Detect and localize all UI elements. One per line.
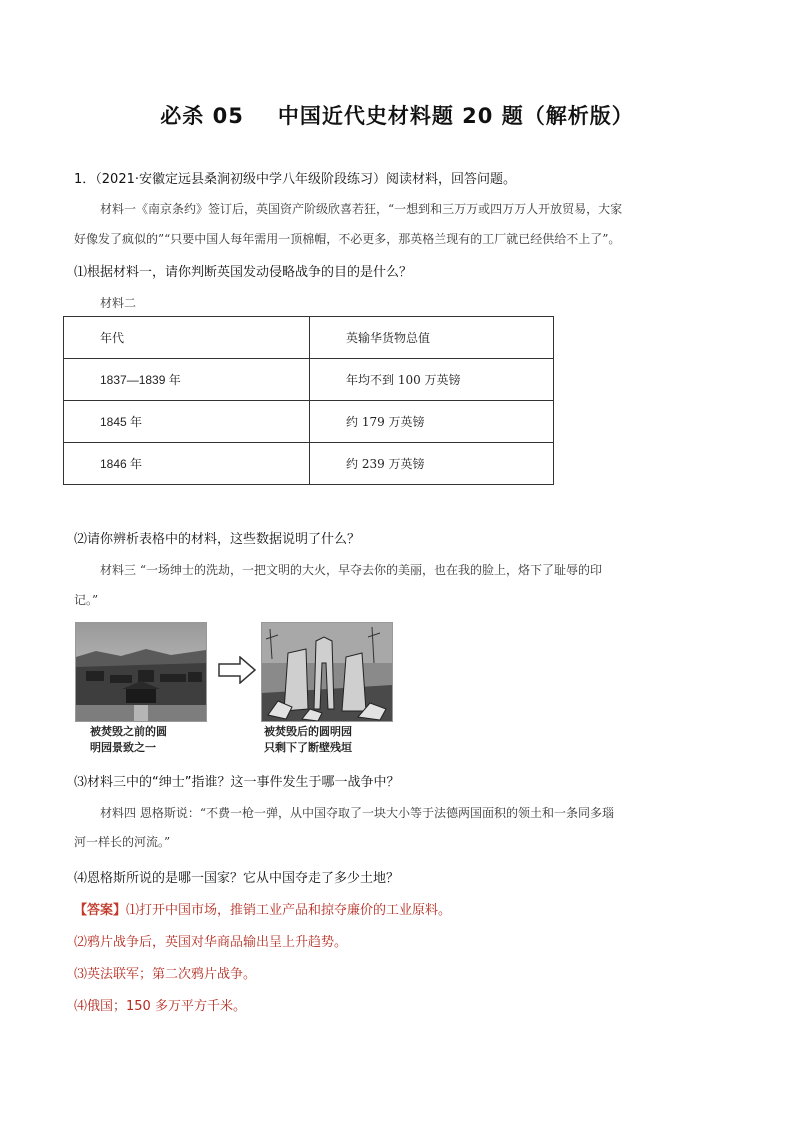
material1-line1: 材料一《南京条约》签订后，英国资产阶级欣喜若狂，“一想到和三万万或四万万人开放贸易，大家 (100, 202, 623, 216)
answer-1 (74, 899, 734, 918)
table-cell: 约 179 万英镑 (310, 401, 554, 443)
table-header-cell: 年代 (64, 317, 310, 359)
answer-4: ⑷俄国；150 多万平方千米。 (74, 999, 246, 1014)
title-tag: 必杀 05 (160, 104, 244, 128)
answer-text: ⑴打开中国市场，推销工业产品和掠夺廉价的工业原料。 (126, 903, 452, 918)
table-cell: 年均不到 100 万英镑 (310, 359, 554, 401)
question-3: ⑶材料三中的“绅士”指谁？这一事件发生于哪一战争中？ (74, 775, 400, 790)
table-cell: 1837—1839 年 (64, 359, 310, 401)
table-cell: 1846 年 (64, 443, 310, 485)
title-main: 中国近代史材料题 20 题（解析版） (277, 104, 634, 128)
caption-line: 只剩下了断壁残垣 (264, 741, 352, 754)
table-header-row (64, 317, 554, 359)
answer-3: ⑶英法联军；第二次鸦片战争。 (74, 967, 257, 982)
material3-line1: 材料三 “一场绅士的洗劫，一把文明的大火，早夺去你的美丽，也在我的脸上，烙下了耻辱的印 (100, 563, 602, 577)
photo-after-caption (264, 724, 352, 756)
material1-line2: 好像发了疯似的”“只要中国人每年需用一顶棉帽，不必更多，那英格兰现有的工厂就已经供给不上了”。 (74, 232, 621, 246)
question-4: ⑷恩格斯所说的是哪一国家？它从中国夺走了多少土地？ (74, 871, 400, 886)
data-table (63, 316, 554, 485)
table-row (64, 443, 554, 485)
page-title (0, 100, 794, 130)
answer-label: 【答案】 (74, 903, 127, 918)
question-intro: 1．（2021·安徽定远县桑涧初级中学八年级阶段练习）阅读材料，回答问题。 (74, 172, 516, 187)
table-header-cell: 英输华货物总值 (310, 317, 554, 359)
material3-line2: 记。” (74, 593, 99, 607)
table-cell: 约 239 万英镑 (310, 443, 554, 485)
answer-2: ⑵鸦片战争后，英国对华商品输出呈上升趋势。 (74, 935, 348, 950)
material2-label: 材料二 (100, 296, 137, 310)
photo-before-burning (75, 622, 207, 722)
question-2: ⑵请你辨析表格中的材料，这些数据说明了什么？ (74, 532, 361, 547)
table-row (64, 359, 554, 401)
material4-line2: 河一样长的河流。” (74, 835, 171, 849)
caption-line: 被焚毁后的圆明园 (264, 725, 352, 738)
question-1: ⑴根据材料一，请你判断英国发动侵略战争的目的是什么？ (74, 265, 413, 280)
caption-line: 明园景致之一 (90, 741, 156, 754)
material4-line1: 材料四 恩格斯说：“不费一枪一弹，从中国夺取了一块大小等于法德两国面积的领土和一条同多瑙 (100, 806, 614, 820)
photo-before-caption (90, 724, 167, 756)
right-arrow-icon (218, 656, 256, 684)
caption-line: 被焚毁之前的圆 (90, 725, 167, 738)
table-cell: 1845 年 (64, 401, 310, 443)
table-row (64, 401, 554, 443)
photo-after-burning (261, 622, 393, 722)
